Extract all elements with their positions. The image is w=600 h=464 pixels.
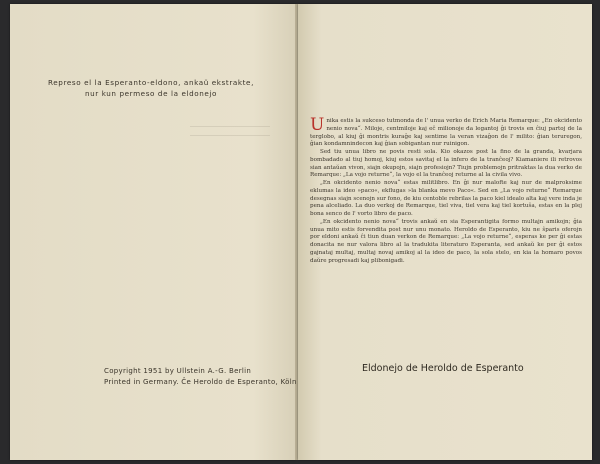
drop-cap-initial: U xyxy=(310,115,325,135)
reprint-notice-line2: nur kun permeso de la eldonejo xyxy=(84,89,218,98)
left-page xyxy=(10,4,296,460)
foreword-paragraph-3: „En okcidento nenio nova“ estas militlibro. En ĝi nur malofte kaj nur de malproksime eklumas la ideo »paco«, ekflugas »la blanka mevo Paco«. Sed en „La vojo returne“ Remarque desegnas siajn scenojn sur fono, de kiu centoble rebrilas la paco kiel idealo alta kaj vere inda je pena alceliado. La duo verkoj de Remarque, tiel viva, tiel vera kaj tiel kortuŝa, estas en la plej bona senco de l' vorto libro de paco. xyxy=(310,180,582,217)
copyright-line1: Copyright 1951 by Ullstein A.-G. Berlin xyxy=(104,367,252,375)
foreword-paragraph-4: „En okcidento nenio nova“ trovis ankaŭ en sia Esperantigita formo multajn amikojn; ĝia unua mito estis forvendita post nur unu monato. Heroldo de Esperanto, kiu ne ŝparis oferojn por eldoni ankaŭ ĉi tiun duan verkon de Remarque: „La vojo returne“, esperas ke per ĝi estas donacita ne nur valora libro al la tradukita literaturo Esperanta, sed ankaŭ ke per ĝi estos gajnataj multaj, multaj novaj amikoj al la ideo de paco, la sola stelo, en kia la homaro povos daŭre progresadi kaj plibonigadi. xyxy=(310,218,582,264)
foreword-paragraph-1: Unika estis la sukceso tutmonda de l' unua verko de Erich Maria Remarque: „En okcidento nenio nova“. Miloje, centmiloje kaj eĉ milionoje da legantoj ĝi trovis en ĉiuj partoj de la terglobo, al kiuj ĝi montris kuraĝe kaj sentime la veran vizaĝon de l' milito: ĝian teruregon, ĝian kondamnindecon kaj ĝian sobigantan nur ruinigon. xyxy=(310,115,582,148)
show-through-mark xyxy=(190,126,270,136)
foreword-paragraph-2: Sed tiu unua libro ne povis resti sola. Kio okazos post la fino de la granda, kvarjara bombadado al tiuj homoj, kiuj estos savitaj el la infero de la tranĉeoj? Kiamaniere ili retrovos sian antaŭan vivon, siajn okupojn, siajn profesiojn? Tiujn problemojn pritraktas la dua verko de Remarque: „La vojo returne“, la vojo el la tranĉeoj returne al la civila vivo. xyxy=(310,149,582,179)
publisher-imprint: Eldonejo de Heroldo de Esperanto xyxy=(362,363,524,374)
copyright-line2: Printed in Germany. Ĉe Heroldo de Esperanto, Köln xyxy=(104,378,297,386)
reprint-notice-line1: Represo el la Esperanto-eldono, ankaŭ ekstrakte, xyxy=(48,78,254,87)
foreword-text xyxy=(310,115,582,265)
